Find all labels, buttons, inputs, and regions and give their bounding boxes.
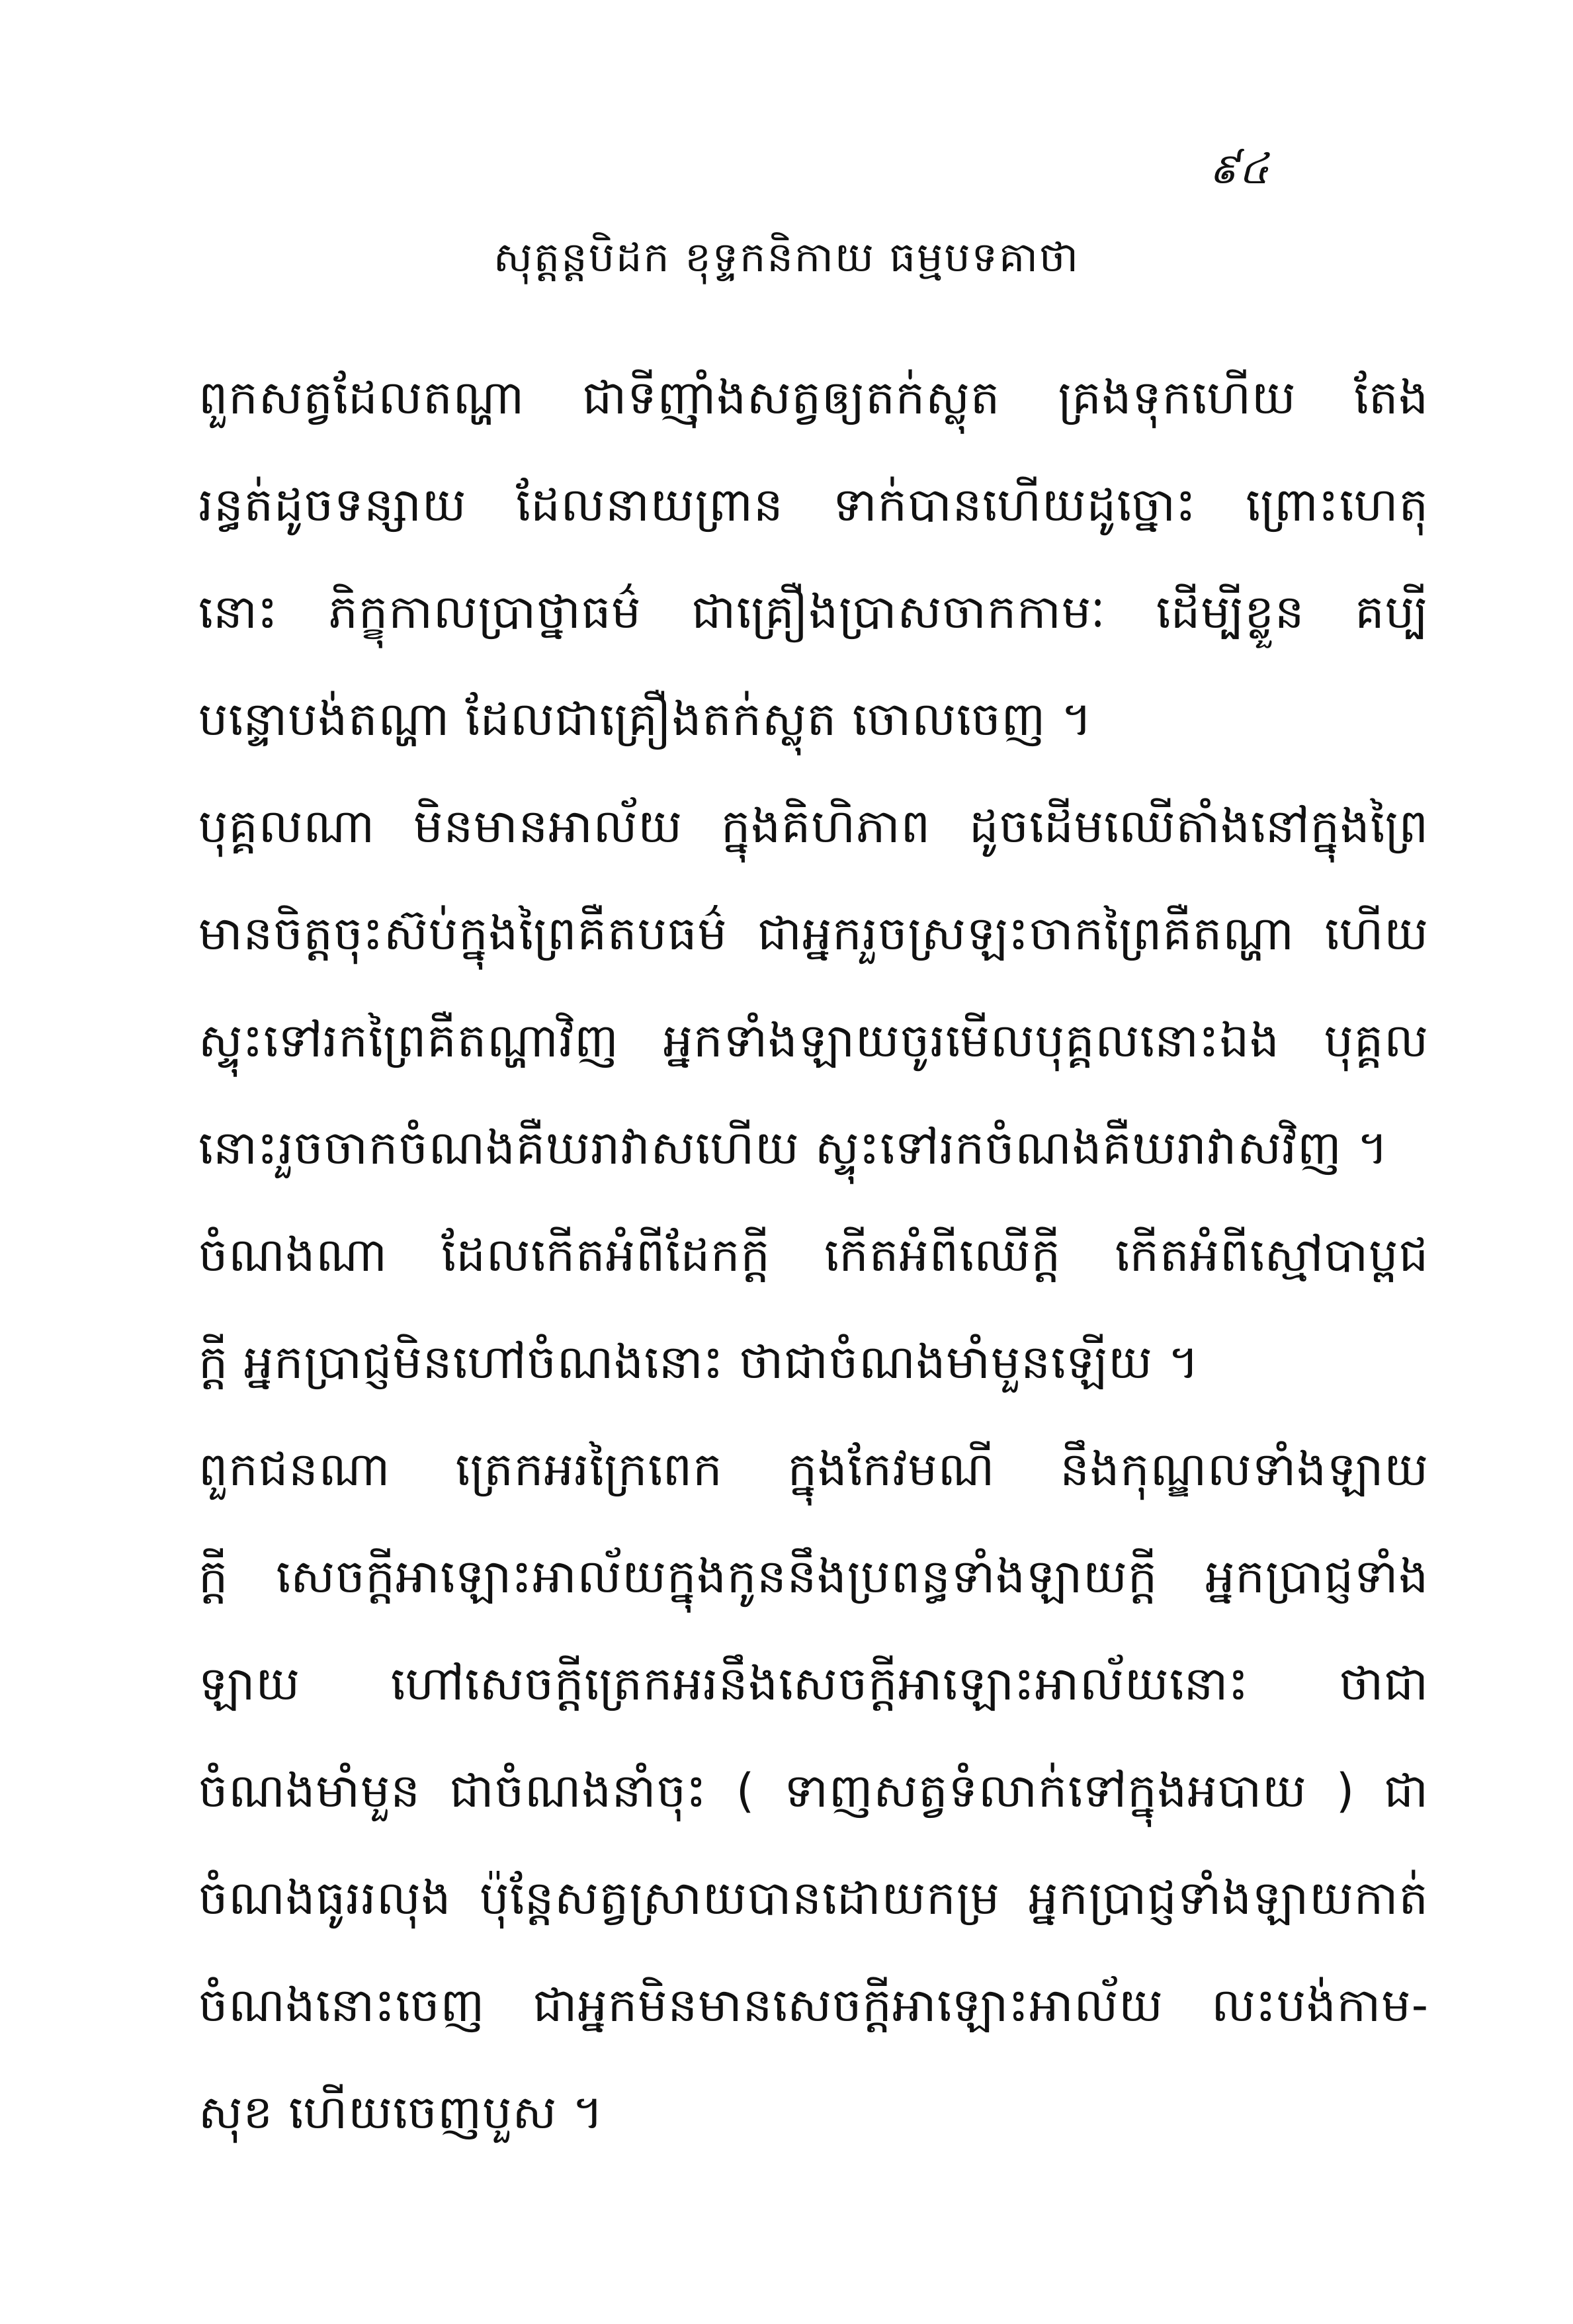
text-line: ចំណងមាំមួន ជាចំណងនាំចុះ ( ទាញសត្វទំលាក់ទៅក្នុងអបាយ ) ជា: [198, 1764, 1429, 1818]
text-line: ចំណងនោះចេញ ជាអ្នកមិនមានសេចក្តីអាឡោះអាល័យ លះបង់កាម-: [198, 1978, 1429, 2032]
text-line: ចំណងធូររលុង ប៉ុន្តែសត្វស្រាយបានដោយកម្រ អ្នកប្រាជ្ញទាំងឡាយកាត់: [198, 1871, 1429, 1925]
text-line: ក្តី សេចក្តីអាឡោះអាល័យក្នុងកូននឹងប្រពន្ធទាំងឡាយក្តី អ្នកប្រាជ្ញទាំង: [198, 1549, 1429, 1604]
text-line: នោះ ភិក្ខុកាលប្រាថ្នាធម៌ ជាគ្រឿងប្រាសចាកកាមៈ ដើម្បីខ្លួន គប្បី: [198, 585, 1429, 639]
paragraph: [198, 773, 1429, 1201]
text-line: ស្ទុះទៅរកព្រៃគឺតណ្ហាវិញ អ្នកទាំងឡាយចូរមើលបុគ្គលនោះឯង បុគ្គល: [198, 1013, 1429, 1068]
text-line: ក្តី អ្នកប្រាជ្ញមិនហៅចំណងនោះ ថាជាចំណងមាំមួនឡើយ ។: [198, 1335, 1200, 1389]
text-line: ពួកជនណា ត្រេកអរក្រៃពេក ក្នុងកែវមណី នឹងកុណ្ឌលទាំងឡាយ: [198, 1442, 1429, 1496]
body-text: [198, 344, 1429, 2166]
page-number: ៩៤: [1209, 145, 1269, 194]
text-line: បន្ទោបង់តណ្ហា ដែលជាគ្រឿងតក់ស្លុត ចោលចេញ ។: [198, 692, 1093, 746]
text-line: រន្ធត់ដូចទន្សាយ ដែលនាយព្រាន ទាក់បានហើយដូច្នោះ ព្រោះហេតុ: [198, 478, 1429, 532]
paragraph: [198, 1416, 1429, 2166]
paragraph: [198, 344, 1429, 773]
paragraph: [198, 1201, 1429, 1416]
text-line: ពួកសត្វដែលតណ្ហា ជាទីញ៉ាំងសត្វឲ្យតក់ស្លុត គ្រងទុកហើយ តែង: [198, 370, 1429, 425]
text-line: បុគ្គលណា មិនមានអាល័យ ក្នុងគិហិភាព ដូចដើមឈើតាំងនៅក្នុងព្រៃ: [198, 799, 1429, 853]
text-line: មានចិត្តចុះស៊ប់ក្នុងព្រៃគឺតបធម៌ ជាអ្នករួចស្រឡះចាកព្រៃគឺតណ្ហា ហើយ: [198, 906, 1429, 961]
text-line: នោះរួចចាកចំណងគឺឃរាវាសហើយ ស្ទុះទៅរកចំណងគឺឃរាវាសវិញ ។: [198, 1121, 1389, 1175]
text-line: សុខ ហើយចេញបួស ។: [198, 2085, 604, 2139]
text-line: ចំណងណា ដែលកើតអំពីដែកក្តី កើតអំពីឈើក្តី កើតអំពីស្មៅបាប្ពជ: [198, 1228, 1429, 1282]
text-line: ឡាយ ហៅសេចក្តីត្រេកអរនឹងសេចក្តីអាឡោះអាល័យនោះ ថាជា: [198, 1657, 1429, 1711]
page-header: សុត្តន្តបិដក ខុទ្ទកនិកាយ ធម្មបទគាថា: [493, 233, 1080, 281]
